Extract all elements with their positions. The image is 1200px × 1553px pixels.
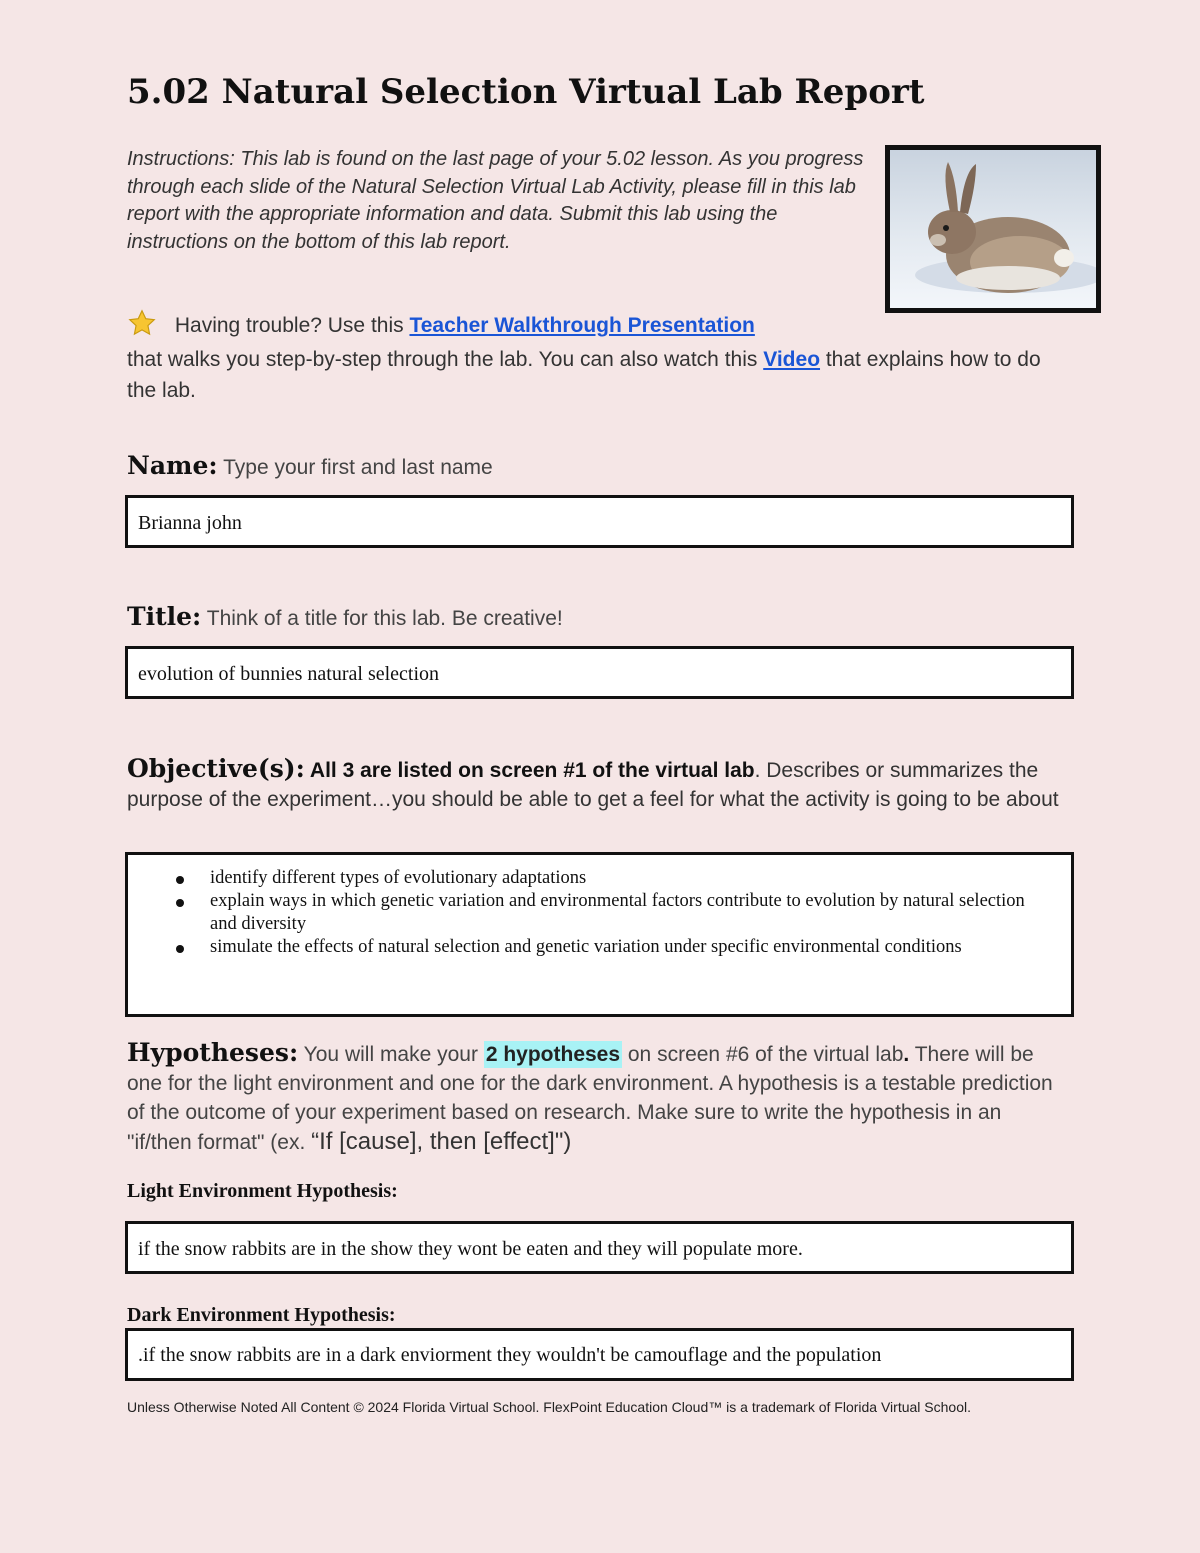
objective-text: simulate the effects of natural selection and genetic variation under specific environmental conditions — [210, 937, 962, 957]
name-heading: Name: — [127, 451, 218, 480]
hypotheses-before: You will make your — [298, 1043, 484, 1066]
title-label — [127, 602, 563, 631]
title-field[interactable] — [125, 646, 1074, 699]
light-hypothesis-label: Light Environment Hypothesis: — [127, 1180, 398, 1202]
trouble-line — [127, 309, 755, 338]
objective-text: identify different types of evolutionary adaptations — [210, 868, 587, 888]
trouble-suffix: that explains how to do the lab. — [127, 348, 1041, 402]
light-hypothesis-field[interactable] — [125, 1221, 1074, 1274]
rabbit-photo — [885, 145, 1101, 313]
objectives-list — [172, 867, 1052, 959]
trouble-continued — [127, 344, 1067, 406]
hypotheses-heading: Hypotheses: — [127, 1038, 299, 1067]
hypotheses-highlight: 2 hypotheses — [485, 1043, 621, 1066]
hypotheses-period: . — [903, 1043, 910, 1066]
title-prompt: Think of a title for this lab. Be creative! — [201, 607, 563, 630]
list-item — [172, 890, 1052, 936]
list-item — [172, 867, 1052, 890]
page-title: 5.02 Natural Selection Virtual Lab Report — [127, 72, 925, 112]
hypotheses-example: “If [cause], then [effect]") — [311, 1128, 572, 1155]
hypotheses-description — [127, 1038, 1067, 1157]
name-field[interactable] — [125, 495, 1074, 548]
objectives-heading: Objective(s): — [127, 754, 305, 783]
bullet-icon — [176, 876, 184, 884]
objectives-description — [127, 754, 1067, 814]
hypotheses-rest: There will be one for the light environment and one for the dark environment. A hypothesis is a testable prediction of the outcome of your experiment based on research. Make sure to write the hypothesis in an "if/then format" (ex. — [127, 1043, 1053, 1154]
dark-hypothesis-field[interactable] — [125, 1328, 1074, 1381]
title-heading: Title: — [127, 602, 202, 631]
copyright-footer: Unless Otherwise Noted All Content © 2024 Florida Virtual School. FlexPoint Education Cloud™ is a trademark of Florida Virtual School. — [127, 1399, 971, 1415]
name-value: Brianna john — [138, 512, 242, 534]
teacher-walkthrough-link[interactable]: Teacher Walkthrough Presentation — [409, 314, 755, 337]
light-hypothesis-value: if the snow rabbits are in the show they wont be eaten and they will populate more. — [138, 1238, 803, 1260]
trouble-prefix: Having trouble? Use this — [174, 314, 410, 337]
objectives-field[interactable] — [125, 852, 1074, 1017]
hypotheses-after: on screen #6 of the virtual lab — [622, 1043, 904, 1066]
objectives-purpose: . Describes or summarizes the purpose of the experiment…you should be able to get a feel for what the activity is going to be about — [127, 759, 1059, 811]
bullet-icon — [176, 899, 184, 907]
trouble-middle: that walks you step-by-step through the lab. You can also watch this — [127, 348, 764, 371]
bullet-icon — [176, 945, 184, 953]
objective-text: explain ways in which genetic variation and environmental factors contribute to evolution by natural selection and diversity — [210, 891, 1025, 934]
instructions-text: Instructions: This lab is found on the last page of your 5.02 lesson. As you progress through each slide of the Natural Selection Virtual Lab Activity, please fill in this lab report with the appropriate information and data. Submit this lab using the instructions on the bottom of this lab report. — [127, 148, 864, 253]
video-link[interactable]: Video — [763, 348, 821, 371]
list-item — [172, 936, 1052, 959]
title-value: evolution of bunnies natural selection — [138, 663, 440, 685]
objectives-note: All 3 are listed on screen #1 of the virtual lab — [304, 759, 755, 782]
name-prompt: Type your first and last name — [217, 456, 493, 479]
dark-hypothesis-value: .if the snow rabbits are in a dark enviorment they wouldn't be camouflage and the population — [138, 1344, 882, 1366]
name-label — [127, 451, 493, 480]
rabbit-image — [890, 150, 1096, 308]
dark-hypothesis-label: Dark Environment Hypothesis: — [127, 1304, 396, 1326]
star-icon — [127, 309, 157, 337]
